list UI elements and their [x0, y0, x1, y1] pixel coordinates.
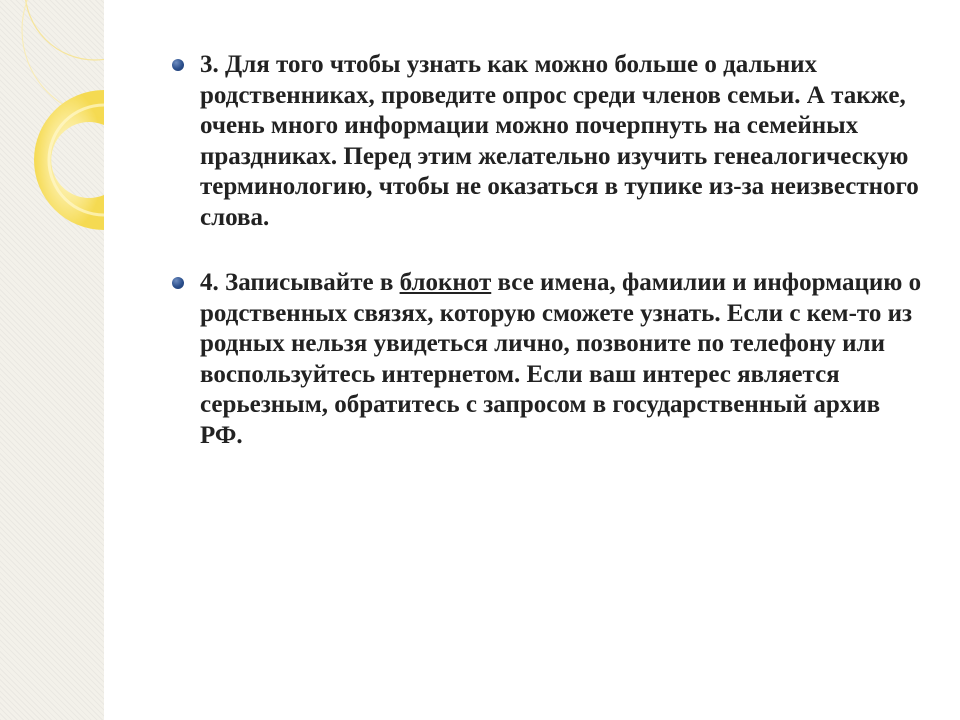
bullet-dot-icon: [172, 59, 184, 71]
bullet-text-before: 4. Записывайте в: [200, 269, 400, 296]
yellow-ring-decoration: [0, 0, 104, 720]
notebook-link[interactable]: блокнот: [399, 269, 492, 296]
slide-content: [172, 50, 922, 451]
bullet-text: 3. Для того чтобы узнать как можно больше о дальних родственниках, проведите опрос среди членов семьи. А также, очень много информации можно почерпнуть на семейных праздниках. Перед этим желательно изучить генеалогическую терминологию, чтобы не оказаться в тупике из-за неизвестного слова.: [200, 51, 919, 231]
decorative-side-panel: [0, 0, 104, 720]
bullet-item-3: [172, 50, 922, 233]
bullet-item-4: [172, 268, 922, 451]
bullet-dot-icon: [172, 277, 184, 289]
bullet-text-after: все имена, фамилии и информацию о родственных связях, которую сможете узнать. Если с кем-то из родных нельзя увидеться лично, позвоните по телефону или воспользуйтесь интернетом. Если ваш интерес является серьезным, обратитесь с запросом в государственный архив РФ.: [200, 269, 922, 449]
bullet-spacer: [172, 233, 922, 268]
